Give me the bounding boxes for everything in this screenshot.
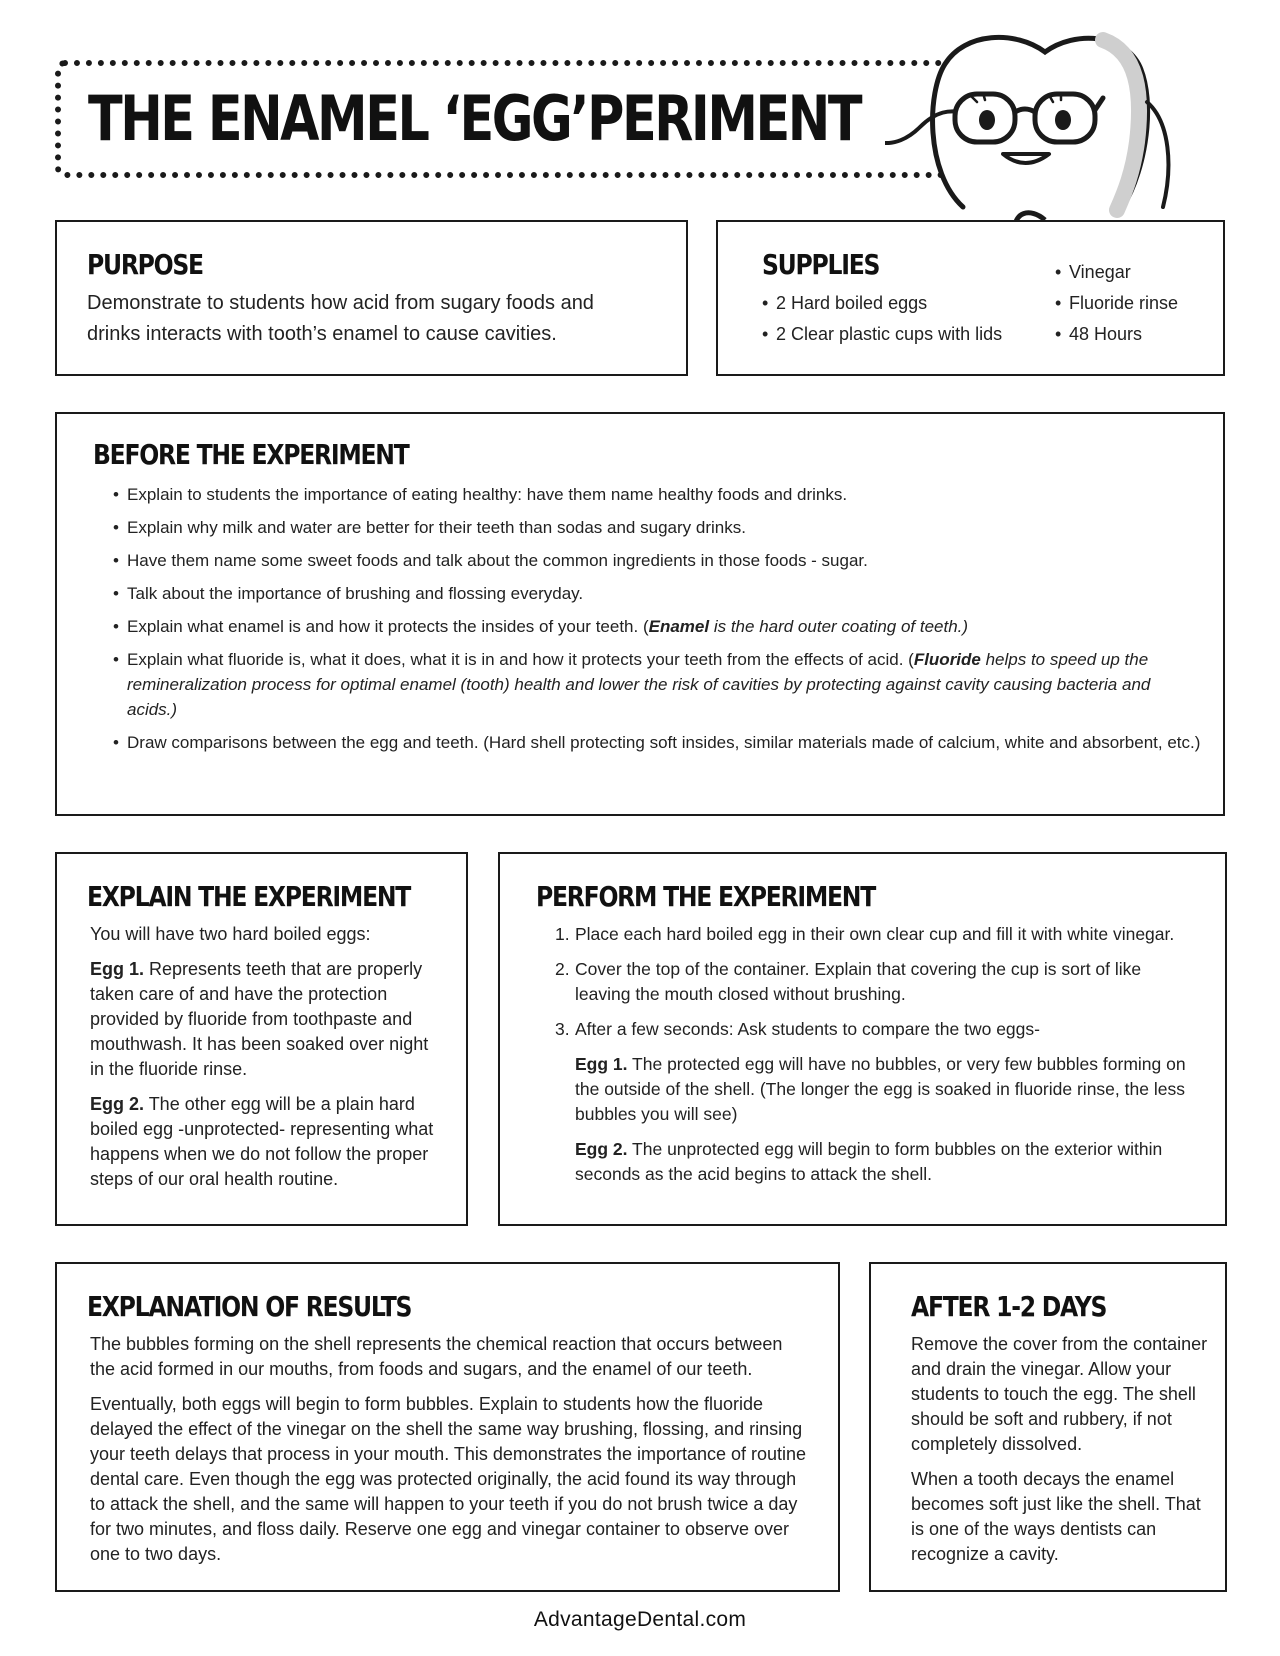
purpose-text: Demonstrate to students how acid from sugary foods and drinks interacts with tooth’s enamel to cause cavities. — [87, 292, 594, 345]
egg1-label: Egg 1. — [575, 1054, 628, 1074]
before-item: • Talk about the importance of brushing and flossing everyday. — [113, 581, 1203, 606]
after-heading: AFTER 1-2 DAYS — [911, 1290, 1107, 1323]
perform-egg2 — [555, 1137, 1195, 1187]
step-text: Cover the top of the container. Explain that covering the cup is sort of like leaving the mouth closed without brushing. — [575, 959, 1142, 1004]
perform-heading: PERFORM THE EXPERIMENT — [536, 880, 876, 913]
before-item: • Have them name some sweet foods and talk about the common ingredients in those foods - sugar. — [113, 548, 1203, 573]
before-experiment-card — [55, 412, 1225, 816]
step-number: 1. — [555, 924, 570, 944]
before-list — [113, 482, 1203, 763]
before-item-text: Explain what enamel is and how it protects the insides of your teeth. ( — [127, 617, 649, 636]
before-item-enamel — [113, 614, 1203, 639]
before-item: • Draw comparisons between the egg and teeth. (Hard shell protecting soft insides, similar materials made of calcium, white and absorbent, etc.) — [113, 730, 1203, 755]
supply-item: • 2 Clear plastic cups with lids — [762, 319, 1002, 350]
before-item-fluoride — [113, 647, 1203, 722]
results-heading: EXPLANATION OF RESULTS — [87, 1290, 412, 1323]
explain-egg2 — [90, 1092, 440, 1192]
supplies-list-right — [1055, 257, 1178, 350]
explain-heading: EXPLAIN THE EXPERIMENT — [87, 880, 411, 913]
egg2-label: Egg 2. — [90, 1094, 145, 1114]
egg2-text: The other egg will be a plain hard boiled egg -unprotected- representing what happens when we do not follow the proper steps of our oral health routine. — [90, 1094, 434, 1189]
egg2-label: Egg 2. — [575, 1139, 628, 1159]
perform-step — [555, 922, 1195, 947]
step-text: After a few seconds: Ask students to compare the two eggs- — [575, 1019, 1040, 1039]
before-heading: BEFORE THE EXPERIMENT — [93, 438, 409, 471]
after-days-card — [869, 1262, 1227, 1592]
after-paragraph-2: When a tooth decays the enamel becomes soft just like the shell. That is one of the ways dentists can recognize a cavity. — [911, 1469, 1201, 1564]
footer-website: AdvantageDental.com — [533, 1608, 747, 1631]
before-item-text: Explain what fluoride is, what it does, what it is in and how it protects your teeth from the effects of acid. ( — [127, 650, 914, 669]
before-item: • Explain to students the importance of eating healthy: have them name healthy foods and drinks. — [113, 482, 1203, 507]
results-paragraph-1: The bubbles forming on the shell represents the chemical reaction that occurs between the acid formed in our mouths, from foods and sugars, and the enamel of our teeth. — [90, 1334, 783, 1379]
explain-body — [90, 922, 440, 1202]
enamel-definition: is the hard outer coating of teeth.) — [709, 617, 969, 636]
supply-item: • 2 Hard boiled eggs — [762, 288, 1002, 319]
supplies-list-left — [762, 288, 1002, 350]
results-body — [90, 1332, 810, 1577]
step-number: 3. — [555, 1019, 570, 1039]
egg1-label: Egg 1. — [90, 959, 145, 979]
results-card — [55, 1262, 840, 1592]
egg1-text: The protected egg will have no bubbles, or very few bubbles forming on the outside of the shell. (The longer the egg is soaked in fluoride rinse, the less bubbles you will see) — [575, 1054, 1186, 1124]
explain-intro: You will have two hard boiled eggs: — [90, 924, 371, 944]
supplies-card — [716, 220, 1225, 376]
supply-item: • 48 Hours — [1055, 319, 1178, 350]
supplies-heading: SUPPLIES — [762, 248, 880, 281]
supply-item: • Fluoride rinse — [1055, 288, 1178, 319]
perform-step — [555, 1017, 1195, 1042]
fluoride-term: Fluoride — [913, 650, 981, 669]
step-number: 2. — [555, 959, 570, 979]
egg2-text: The unprotected egg will begin to form bubbles on the exterior within seconds as the acid begins to attack the shell. — [575, 1139, 1163, 1184]
perform-steps — [555, 922, 1195, 1042]
enamel-term: Enamel — [648, 617, 710, 636]
page-title: THE ENAMEL ‘EGG’PERIMENT — [88, 82, 861, 155]
perform-egg1 — [555, 1052, 1195, 1127]
purpose-heading: PURPOSE — [87, 248, 203, 281]
tooth-mascot-icon — [885, 22, 1245, 232]
perform-step — [555, 957, 1195, 1007]
perform-experiment-card — [498, 852, 1227, 1226]
fluoride-definition: helps to speed up the remineralization process for optimal enamel (tooth) health and lower the risk of cavities by protecting against cavity causing bacteria and acids.) — [127, 650, 1151, 719]
supply-item: • Vinegar — [1055, 257, 1178, 288]
explain-egg1 — [90, 957, 440, 1082]
egg1-text: Represents teeth that are properly taken care of and have the protection provided by fluoride from toothpaste and mouthwash. It has been soaked over night in the fluoride rinse. — [90, 959, 429, 1079]
results-paragraph-2: Eventually, both eggs will begin to form bubbles. Explain to students how the fluoride delayed the effect of the vinegar on the shell the same way brushing, flossing, and rinsing your teeth delays that process in your mouth. This demonstrates the importance of routine dental care. Even though the egg was protected originally, the acid found its way through to attack the shell, and the same will happen to your teeth if you do not brush twice a day for two minutes, and floss daily. Reserve one egg and vinegar container to observe over one to two days. — [90, 1394, 807, 1564]
purpose-card — [55, 220, 688, 376]
explain-experiment-card — [55, 852, 468, 1226]
before-item: • Explain why milk and water are better for their teeth than sodas and sugary drinks. — [113, 515, 1203, 540]
after-paragraph-1: Remove the cover from the container and drain the vinegar. Allow your students to touch the egg. The shell should be soft and rubbery, if not completely dissolved. — [911, 1334, 1208, 1454]
after-body — [911, 1332, 1211, 1577]
step-text: Place each hard boiled egg in their own clear cup and fill it with white vinegar. — [575, 924, 1175, 944]
perform-body — [555, 922, 1195, 1197]
